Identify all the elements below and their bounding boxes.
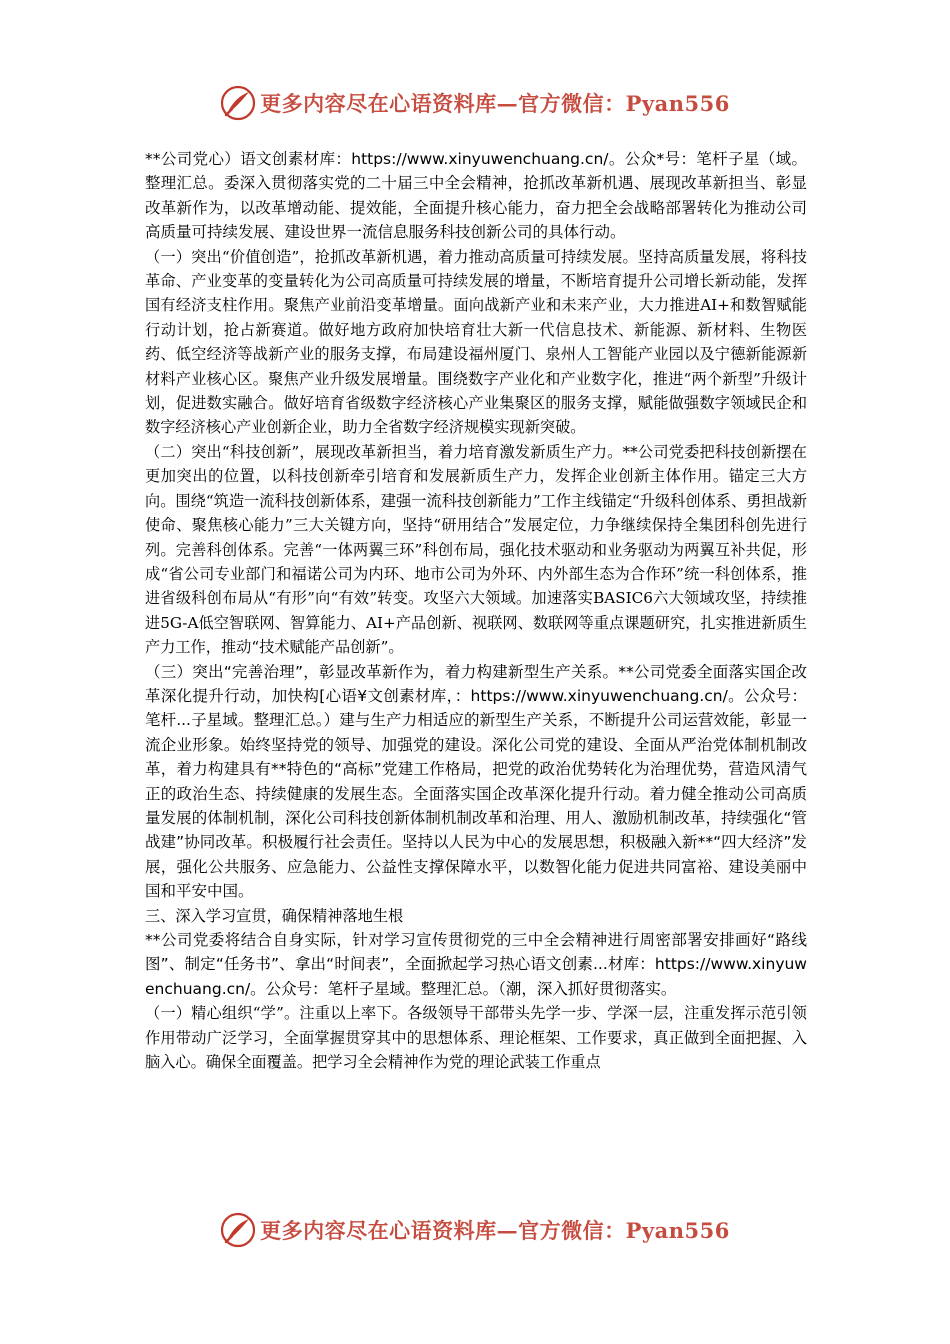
pen-logo-icon xyxy=(220,85,256,121)
paragraph-section-2: （二）突出“科技创新”，展现改革新担当，着力培育激发新质生产力。**公司党委把科技创新摆在更加突出的位置，以科技创新牵引培育和发展新质生产力，发挥企业创新主体作用。锚定三大方向。围绕“筑造一流科技创新体系，建强一流科技创新能力”工作主线锚定“升级科创体系、勇担战新使命、聚焦核心能力”三大关键方向，坚持“研用结合”发展定位，力争继续保持全集团科创先进行列。完善科创体系。完善“一体两翼三环”科创布局，强化技术驱动和业务驱动为两翼互补共促，形成“省公司专业部门和福诺公司为内环、地市公司为外环、内外部生态为合作环”统一科创体系，推进省级科创布局从“有形”向“有效”转变。攻坚六大领域。加速落实BASIC6六大领域攻坚，持续推进5G-A低空智联网、智算能力、AI+产品创新、视联网、数联网等重点课题研究，扎实推进新质生产力工作，推动“技术赋能产品创新”。 xyxy=(145,442,807,657)
watermark-banner-bottom xyxy=(0,1210,950,1250)
pen-logo-icon xyxy=(220,1212,256,1248)
watermark-banner-top xyxy=(0,83,950,123)
banner-text: 更多内容尽在心语资料库—官方微信：Pyan556 xyxy=(260,1218,730,1243)
paragraph-intro: **公司党心）语文创素材库：https://www.xinyuwenchuang.cn/。公众*号：笔杆子星（域。整理汇总。委深入贯彻落实党的二十届三中全会精神，抢抓改革新机遇、展现改革新担当、彰显改革新作为，以改革增动能、提效能，全面提升核心能力，奋力把全会战略部署转化为推动公司高质量可持续发展、建设世界一流信息服务科技创新公司的具体行动。 xyxy=(145,150,807,242)
paragraph-section-3: （三）突出“完善治理”，彰显改革新作为，着力构建新型生产关系。**公司党委全面落实国企改革深化提升行动，加快构[心语¥文创素材库，：https://www.xinyuwenchuang.cn/。公众号：笔杆...子星域。整理汇总。）建与生产力相适应的新型生产关系，不断提升公司运营效能，彰显一流企业形象。始终坚持党的领导、加强党的建设。深化公司党的建设、全面从严治党体制机制改革，着力构建具有**特色的“高标”党建工作格局，把党的政治优势转化为治理优势，营造风清气正的政治生态、持续健康的发展生态。全面落实国企改革深化提升行动。着力健全推动公司高质量发展的体制机制，深化公司科技创新体制机制改革和治理、用人、激励机制改革，持续强化“管战建”协同改革。积极履行社会责任。坚持以人民为中心的发展思想，积极融入新**“四大经济”发展，强化公共服务、应急能力、公益性支撑保障水平，以数智化能力促进共同富裕、建设美丽中国和平安中国。 xyxy=(145,662,807,901)
banner-text: 更多内容尽在心语资料库—官方微信：Pyan556 xyxy=(260,91,730,116)
heading-part-3: 三、深入学习宣贯，确保精神落地生根 xyxy=(145,906,404,925)
paragraph-study: （一）精心组织“学”。注重以上率下。各级领导干部带头先学一步、学深一层，注重发挥示范引领作用带动广泛学习，全面掌握贯穿其中的思想体系、理论框架、工作要求，真正做到全面把握、入脑入心。确保全面覆盖。把学习全会精神作为党的理论武装工作重点 xyxy=(145,1004,807,1072)
paragraph-section-1: （一）突出“价值创造”，抢抓改革新机遇，着力推动高质量可持续发展。坚持高质量发展，将科技革命、产业变革的变量转化为公司高质量可持续发展的增量，不断培育提升公司增长新动能，发挥国有经济支柱作用。聚焦产业前沿变革增量。面向战新产业和未来产业，大力推进AI+和数智赋能行动计划，抢占新赛道。做好地方政府加快培育壮大新一代信息技术、新能源、新材料、生物医药、低空经济等战新产业的服务支撑，布局建设福州厦门、泉州人工智能产业园以及宁德新能源新材料产业核心区。聚焦产业升级发展增量。围绕数字产业化和产业数字化，推进“两个新型”升级计划，促进数实融合。做好培育省级数字经济核心产业集聚区的服务支撑，赋能做强数字领域民企和数字经济核心产业创新企业，助力全省数字经济规模实现新突破。 xyxy=(145,247,807,437)
document-body xyxy=(145,147,807,1074)
paragraph-part-3-intro: **公司党委将结合自身实际，针对学习宣传贯彻党的三中全会精神进行周密部署安排画好“路线图”、制定“任务书”、拿出“时间表”，全面掀起学习热心语文创素...材库：https://www.xinyuwenchuang.cn/。公众号：笔杆子星域。整理汇总。（潮，深入抓好贯彻落实。 xyxy=(145,931,807,998)
